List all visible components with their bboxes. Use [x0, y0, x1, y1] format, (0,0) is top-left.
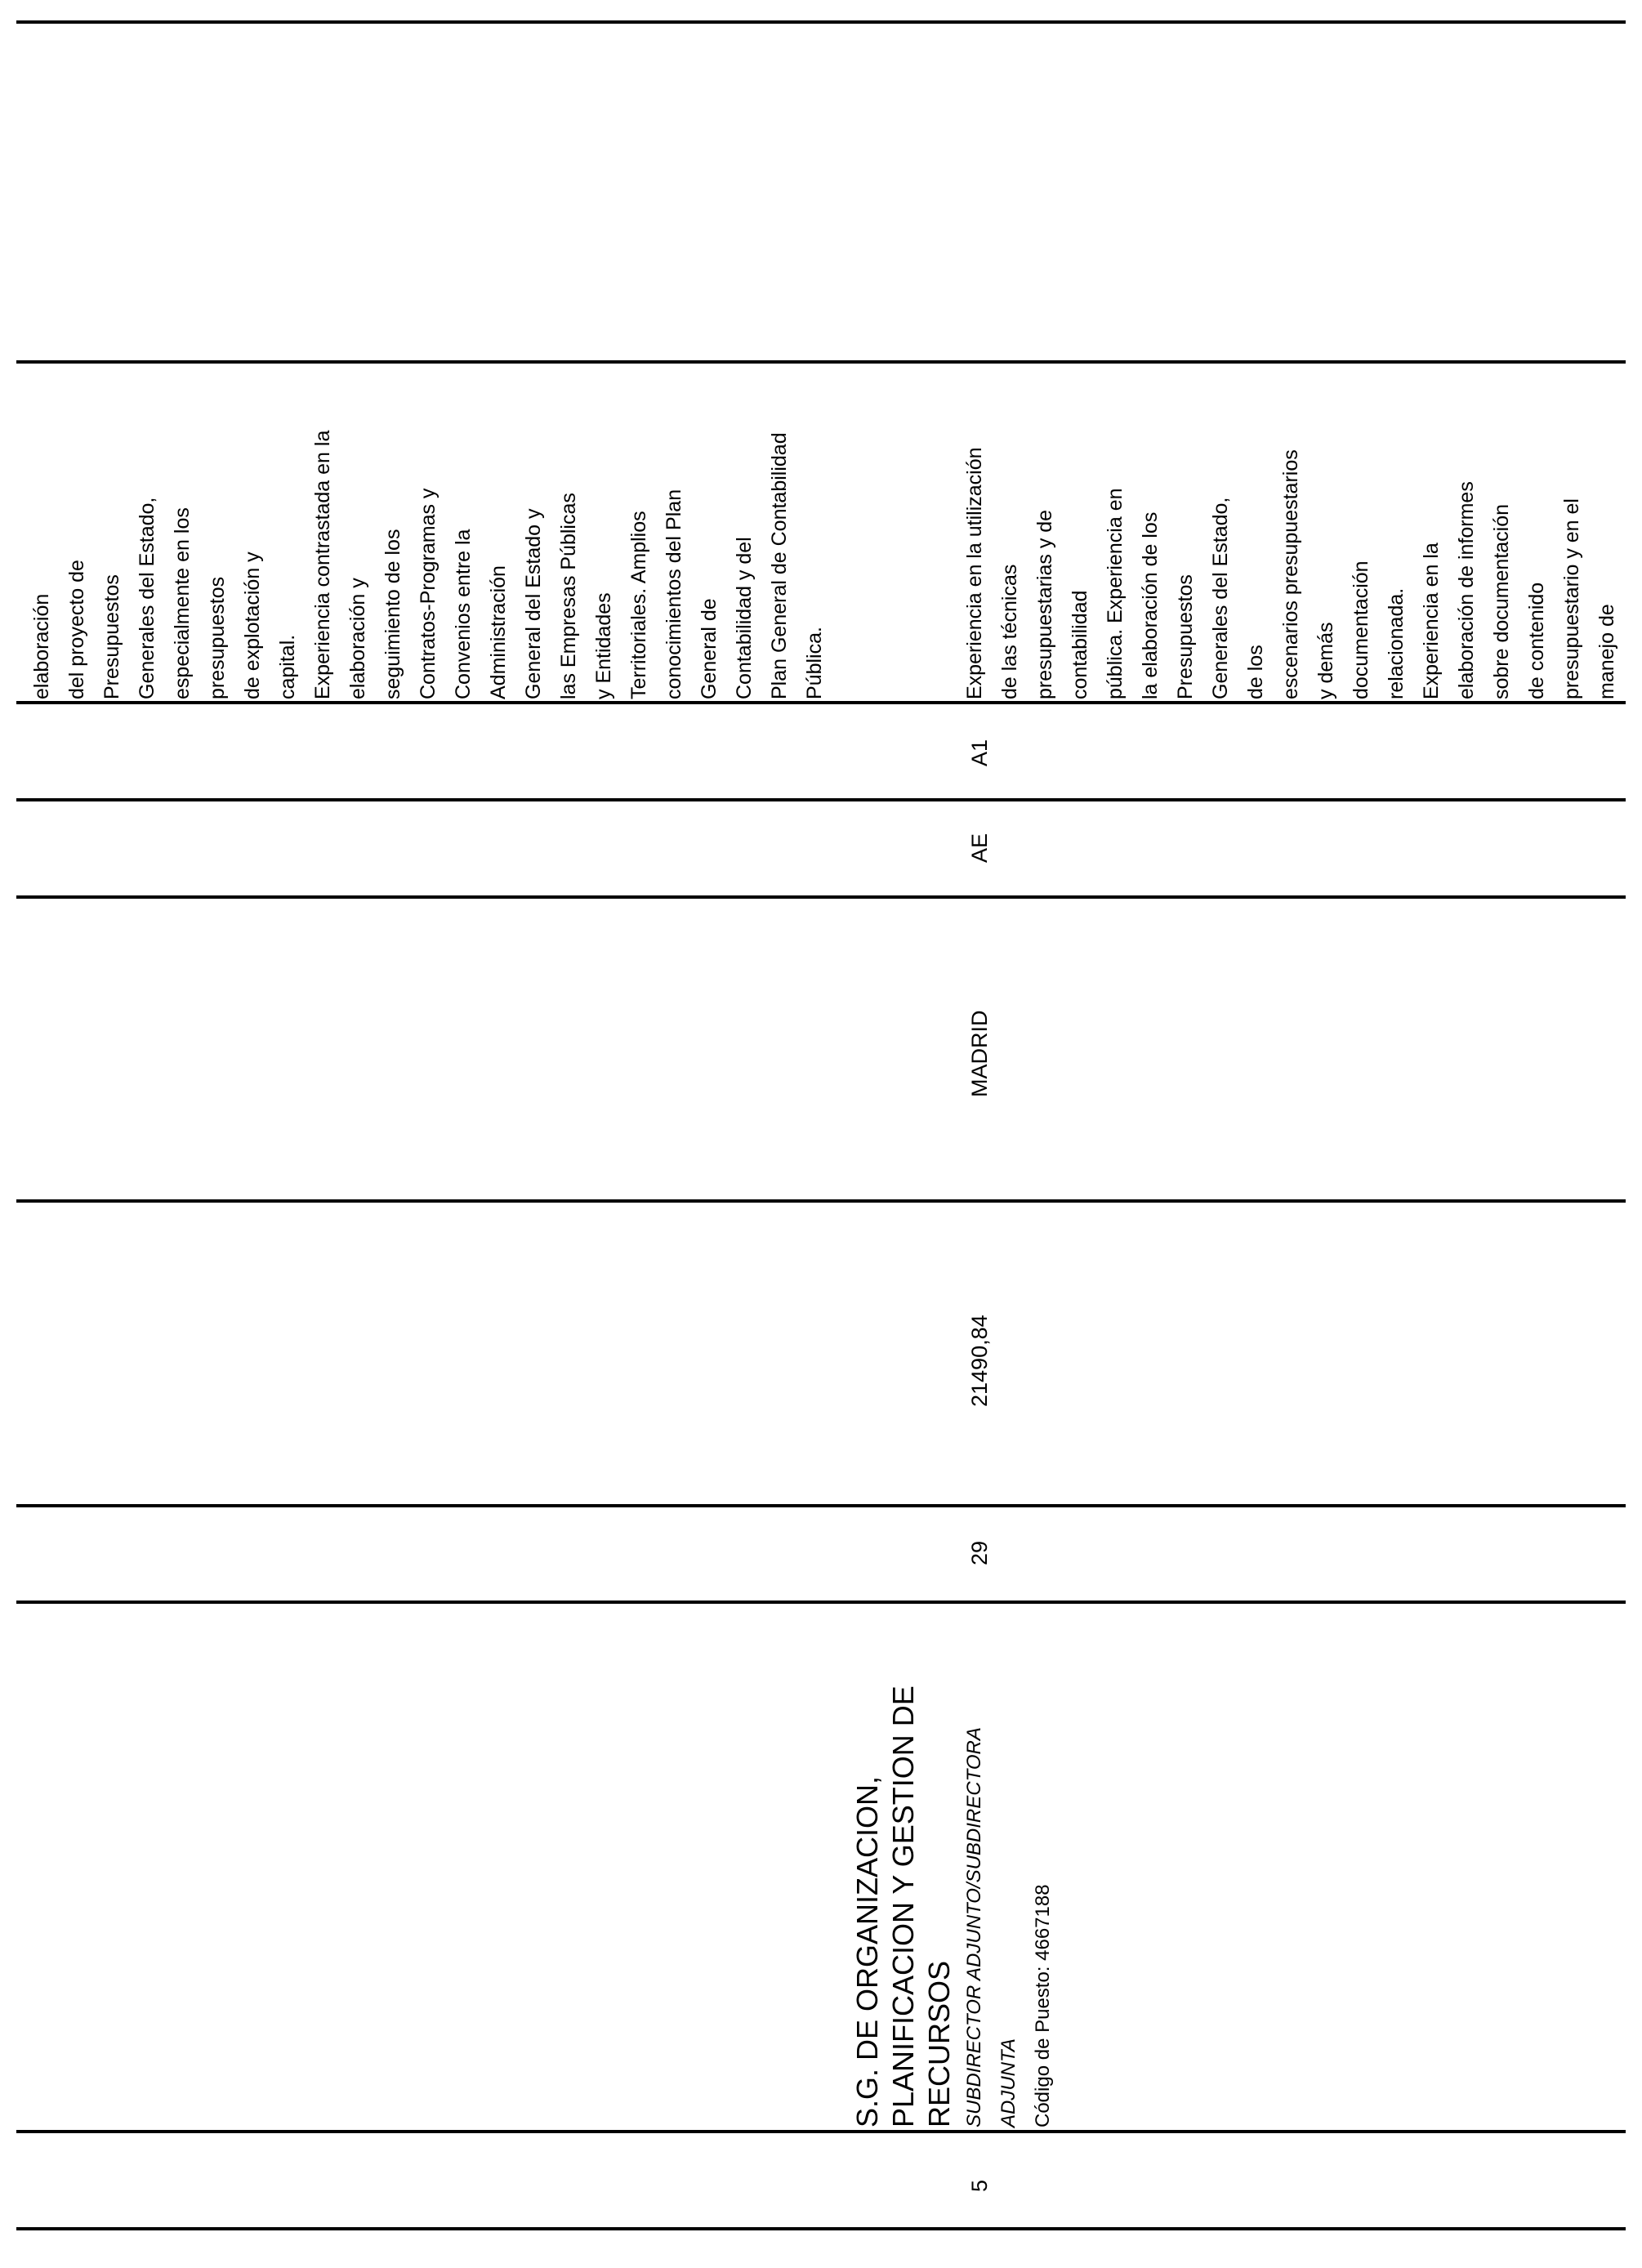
unit-name-line: S.G. DE ORGANIZACION,	[850, 1775, 884, 2127]
requirements-line: la elaboración de los	[1139, 511, 1162, 699]
requirements-line: Experiencia contrastada en la	[311, 430, 334, 699]
rule-bottom	[16, 2227, 1626, 2230]
requirements-line: Experiencia en la	[1420, 542, 1443, 699]
requirements-line: capital.	[276, 634, 299, 699]
rule-adm-bottom	[16, 895, 1626, 899]
position-title-line: ADJUNTA	[997, 2038, 1020, 2127]
requirements-continued-cell	[25, 364, 832, 699]
rule-requirements-top	[16, 360, 1626, 364]
position-title-line: SUBDIRECTOR ADJUNTO/SUBDIRECTORA	[963, 1727, 985, 2127]
requirements-cell	[957, 364, 1625, 699]
requirements-line: Experiencia en la utilización	[963, 447, 986, 699]
requirements-line: especialmente en los	[171, 507, 194, 699]
unit-name-line: RECURSOS	[922, 1960, 956, 2127]
rule-group-bottom	[16, 798, 1626, 801]
requirements-line: documentación	[1350, 560, 1372, 699]
requirements-line: elaboración	[30, 593, 53, 699]
unit-name-line: PLANIFICACION Y GESTION DE	[886, 1685, 920, 2127]
requirements-line: manejo de	[1595, 604, 1618, 699]
requirements-line: Pública.	[803, 627, 826, 699]
requirements-line: elaboración de informes	[1455, 481, 1478, 699]
position-code: Código de Puesto: 4667188	[1032, 1884, 1054, 2127]
requirements-line: Contratos-Programas y	[417, 488, 440, 699]
requirements-line: presupuestarias y de	[1033, 509, 1056, 699]
rule-requirements-bottom	[16, 701, 1626, 704]
requirements-line: de explotación y	[241, 551, 264, 699]
requirements-line: las Empresas Públicas	[557, 493, 580, 699]
complement-value: 21490,84	[967, 1315, 992, 1407]
group-value: A1	[967, 739, 992, 766]
requirements-line: presupuestos	[206, 576, 229, 699]
requirements-line: conocimientos del Plan	[663, 489, 685, 699]
rule-level-bottom	[16, 1601, 1626, 1604]
unit-cell	[850, 1621, 1060, 2127]
requirements-line: Convenios entre la	[452, 529, 475, 699]
requirements-line: de los	[1244, 645, 1267, 699]
requirements-line: Generales del Estado,	[1209, 497, 1232, 699]
requirements-line: presupuestario y en el	[1560, 498, 1583, 699]
requirements-line: Administración	[487, 565, 510, 699]
adm-value: AE	[967, 833, 992, 863]
rule-location-bottom	[16, 1199, 1626, 1203]
requirements-line: del proyecto de	[65, 560, 88, 699]
location-value: MADRID	[967, 1010, 992, 1097]
requirements-line: y Entidades	[592, 592, 615, 699]
requirements-line: Contabilidad y del	[733, 537, 756, 699]
row-number: 5	[967, 2179, 992, 2192]
requirements-line: seguimiento de los	[381, 529, 404, 699]
requirements-line: Generales del Estado,	[136, 497, 158, 699]
requirements-line: Territoriales. Amplios	[627, 511, 650, 699]
requirements-line: de contenido	[1525, 582, 1548, 699]
requirements-line: Presupuestos	[1174, 574, 1197, 699]
requirements-line: sobre documentación	[1490, 503, 1513, 699]
requirements-line: elaboración y	[346, 578, 369, 699]
rule-unit-bottom	[16, 2130, 1626, 2133]
requirements-line: General del Estado y	[522, 508, 545, 699]
requirements-line: relacionada.	[1385, 587, 1408, 699]
requirements-line: Plan General de Contabilidad	[768, 432, 791, 699]
rule-complement-bottom	[16, 1504, 1626, 1507]
requirements-line: contabilidad	[1069, 590, 1091, 699]
rule-top	[16, 20, 1626, 24]
requirements-line: escenarios presupuestarios	[1279, 449, 1302, 699]
requirements-line: General de	[698, 598, 721, 699]
level-value: 29	[967, 1540, 992, 1565]
requirements-line: y demás	[1314, 622, 1337, 699]
requirements-line: pública. Experiencia en	[1104, 488, 1127, 699]
requirements-line: de las técnicas	[998, 564, 1021, 699]
requirements-line: Presupuestos	[100, 574, 123, 699]
